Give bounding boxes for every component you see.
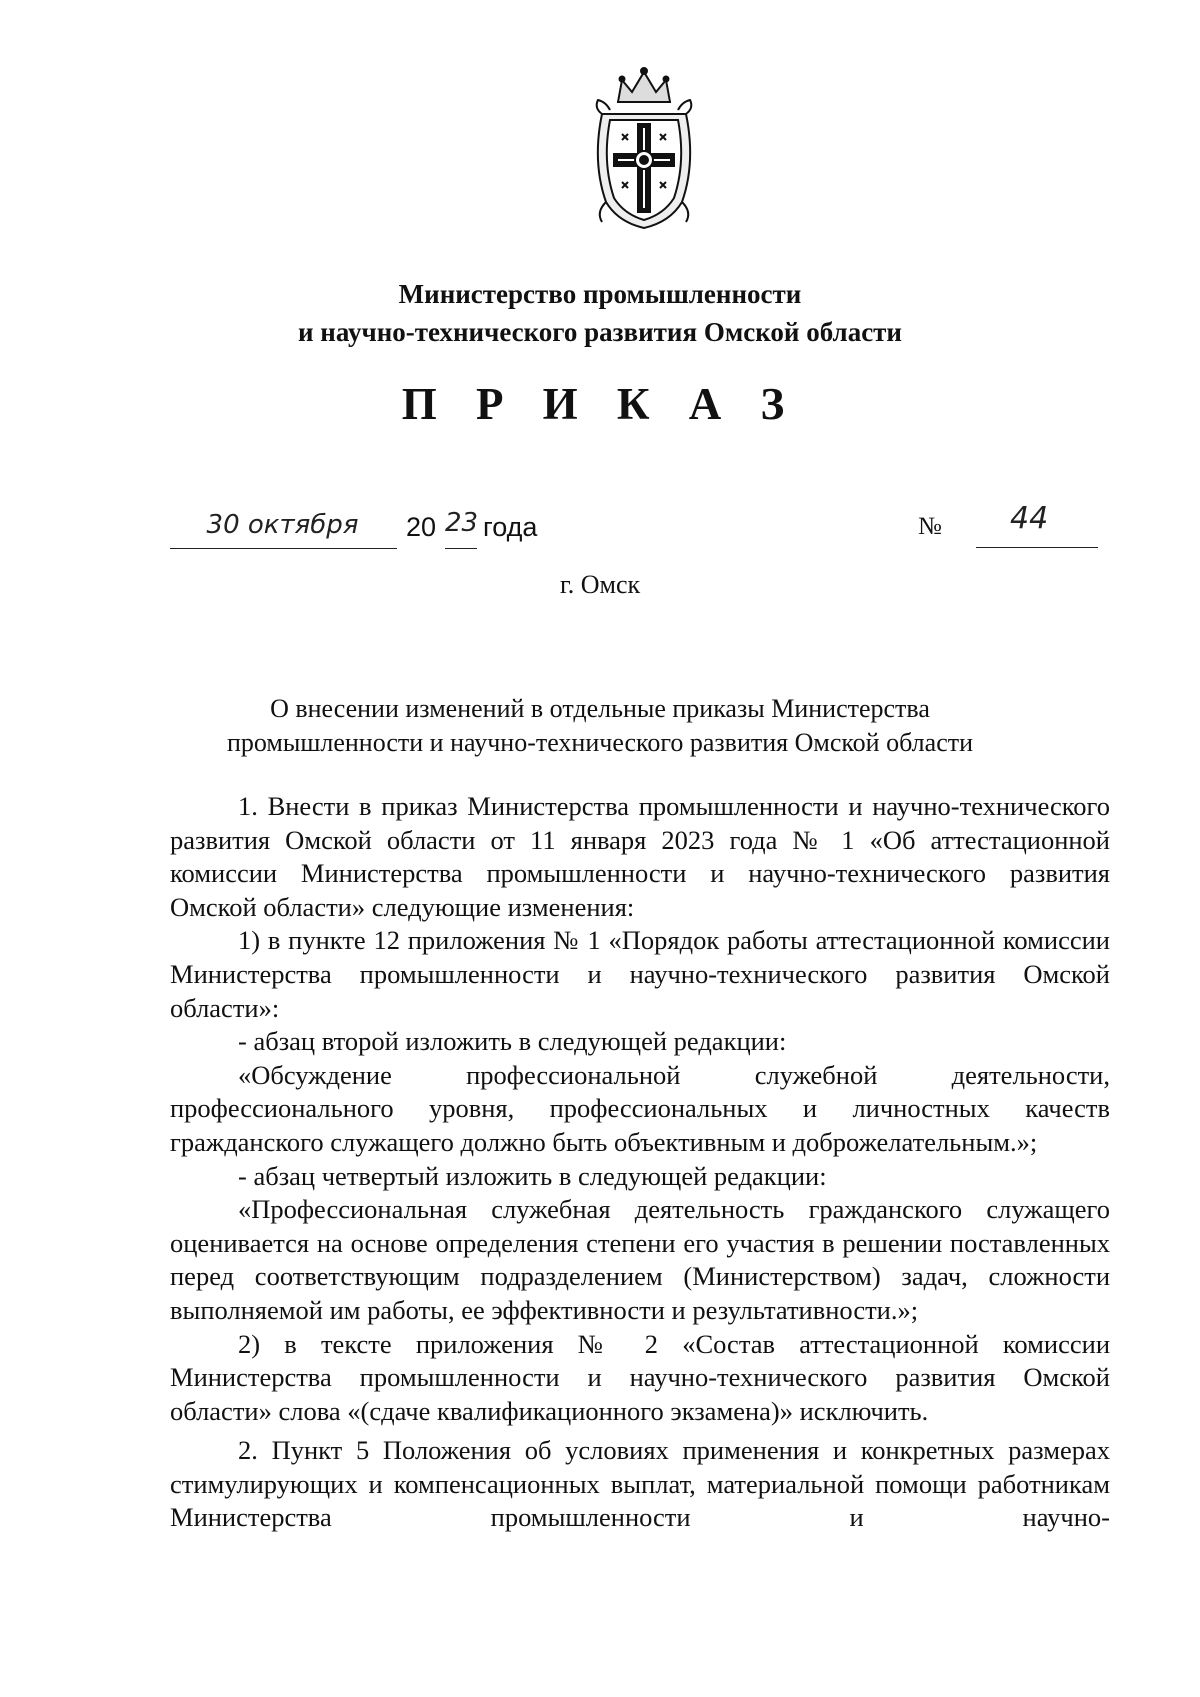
paragraph-1-1-a: - абзац второй изложить в следующей редакции: [238, 1026, 787, 1057]
order-title: П Р И К А З [401, 379, 799, 429]
number-underline [976, 547, 1098, 548]
city: г. Омск [560, 570, 641, 599]
ministry-line-1: Министерство промышленности [398, 279, 802, 309]
paragraph-1-1-b: - абзац четвертый изложить в следующей редакции: [238, 1160, 827, 1191]
paragraph-1-1-a-text: «Обсуждение профессиональной служебной деятельности, профессионального уровня, профессиональных и личностных качеств гражданского служащего должно быть объективным и доброжелательным.»; [170, 1059, 1110, 1157]
order-subject [200, 692, 1000, 760]
date-year-prefix: 20 [406, 512, 437, 542]
year-underline [445, 548, 477, 549]
paragraph-1-1: 1) в пункте 12 приложения № 1 «Порядок работы аттестационной комиссии Министерства промышленности и научно-технического развития Омской области»: [170, 925, 1110, 1023]
date-day-month: 30 октября [206, 510, 359, 540]
number-value: 44 [1010, 501, 1049, 536]
date-year-suffix: 23 [445, 508, 479, 538]
ministry-name [200, 275, 1000, 351]
order-body [170, 790, 1110, 1535]
number-sign: № [918, 513, 942, 540]
paragraph-1: 1. Внести в приказ Министерства промышленности и научно-технического развития Омской области от 11 января 2023 года № 1 «Об аттестационной комиссии Министерства промышленности и научно-технического развития Омской области» следующие изменения: [170, 791, 1110, 922]
ministry-line-2: и научно-технического развития Омской области [298, 317, 902, 347]
paragraph-2: 2. Пункт 5 Положения об условиях применения и конкретных размерах стимулирующих и компенсационных выплат, материальной помощи работникам Министерства промышленности и научно- [170, 1435, 1110, 1533]
subject-line-1: О внесении изменений в отдельные приказы Министерства [270, 694, 930, 723]
paragraph-1-2: 2) в тексте приложения № 2 «Состав аттестационной комиссии Министерства промышленности и научно-технического развития Омской области» слова «(сдаче квалификационного экзамена)» исключить. [170, 1328, 1110, 1426]
paragraph-1-1-b-text: «Профессиональная служебная деятельность гражданского служащего оценивается на основе определения степени его участия в решении поставленных перед соответствующим подразделением (Министерством) задач, сложности выполняемой им работы, ее эффективности и результативности.»; [170, 1194, 1110, 1325]
date-year-word: года [483, 512, 538, 542]
date-underline [170, 548, 397, 549]
subject-line-2: промышленности и научно-технического развития Омской области [226, 728, 974, 757]
order-number [918, 501, 1098, 545]
omsk-region-coat-of-arms-icon [588, 62, 700, 232]
